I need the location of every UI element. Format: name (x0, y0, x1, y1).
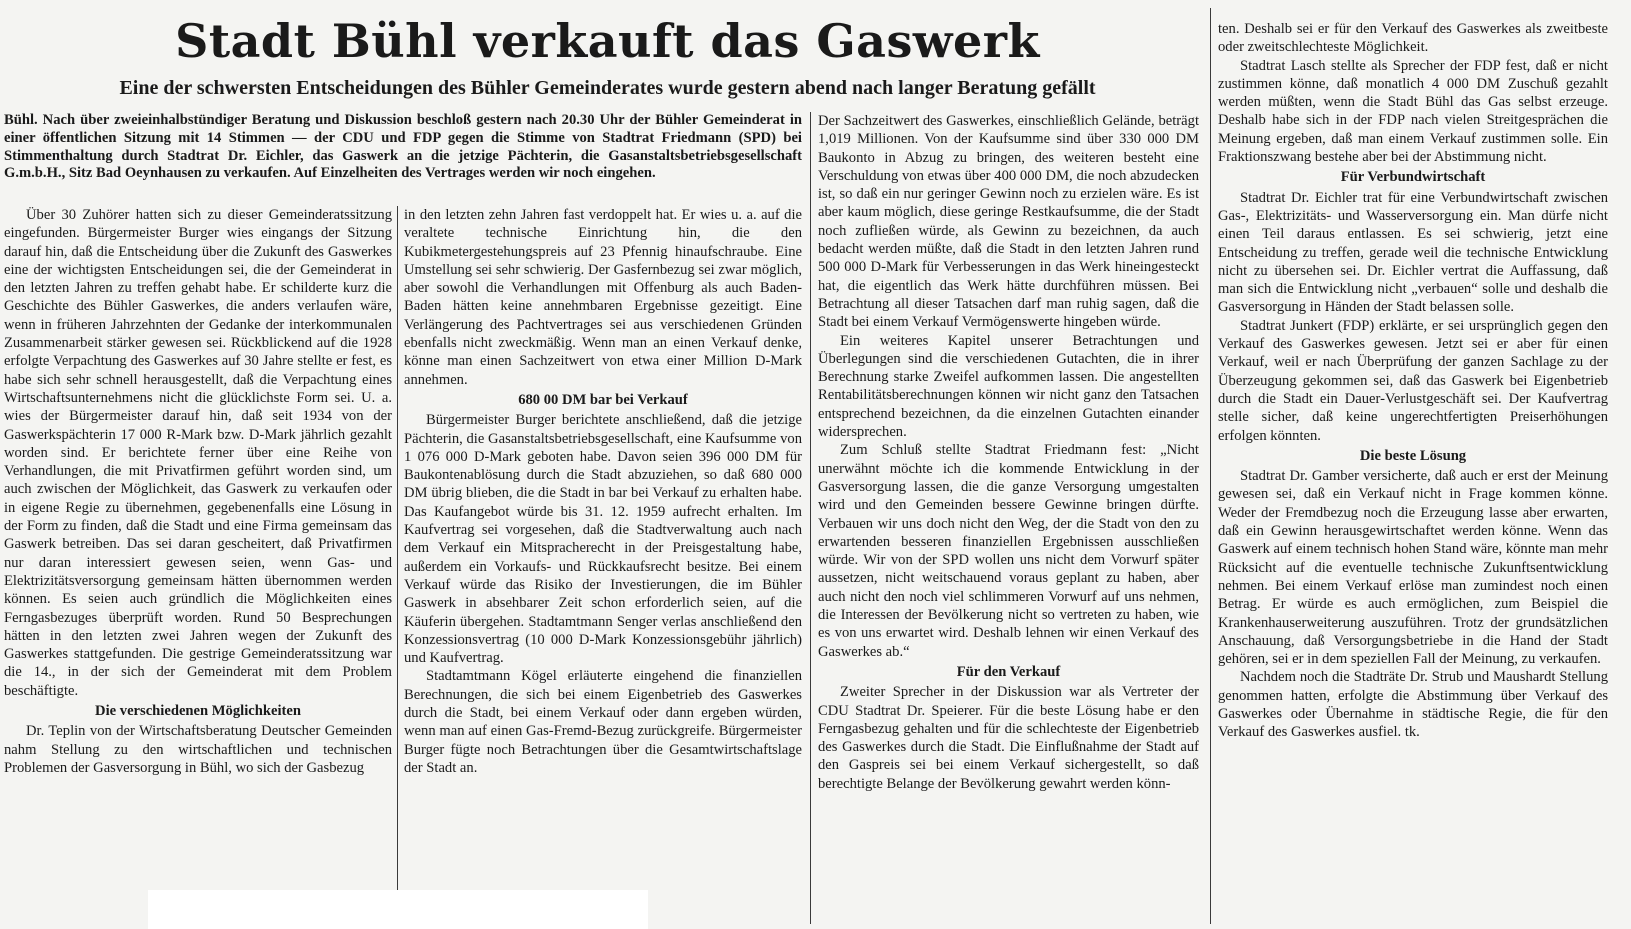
column-1 (4, 206, 392, 924)
paragraph: Über 30 Zuhörer hatten sich zu dieser Gemeinderatssitzung eingefunden. Bürgermeister Burger wies eingangs der Sitzung darauf hin, daß die Entscheidung über die Zukunft des Gaswerkes eine der wichtigsten Entscheidungen sei, die der Gemeinderat in den letzten Jahren zu treffen gehabt habe. Er schilderte kurz die Geschichte des Bühler Gaswerkes, die anders verlaufen wäre, wenn in früheren Jahrzehnten der Gedanke der interkommunalen Zusammenarbeit stärker gewesen sei. Rückblickend auf die 1928 erfolgte Verpachtung des Gaswerkes auf 30 Jahre stellte er fest, es habe sich sehr schnell herausgestellt, daß die Verpachtung eines Wirtschaftsunternehmens nicht die glücklichste Form sei. U. a. wies der Bürgermeister darauf hin, daß seit 1934 von der Gaswerkspächterin 17 000 R-Mark bzw. D-Mark jährlich gezahlt worden sind. Er berichtete ferner über eine Reihe von Verhandlungen, die mit Privatfirmen geführt worden sind, um auch zwischen der Möglichkeit, das Gaswerk zu verkaufen oder in eigene Regie zu übernehmen, gegebenenfalls eine Lösung in der Form zu finden, daß die Stadt und eine Firma gemeinsam das Gaswerk betreiben. Das sei daran gescheitert, daß Privatfirmen nur daran interessiert gewesen seien, wenn Gas- und Elektrizitätsversorgung gemeinsam hätten übernommen werden können. Es seien auch gründlich die Möglichkeiten eines Ferngasbezuges überprüft worden. Rund 50 Besprechungen hätten in den letzten zwei Jahren wegen der Zukunft des Gaswerkes stattgefunden. Die gestrige Gemeinderatssitzung war die 14., in der sich der Gemeinderat mit dem Problem beschäftigte. (4, 207, 392, 699)
paragraph: Ein weiteres Kapitel unserer Betrachtungen und Überlegungen sind die verschiedenen Gutachten, die in ihrer Berechnung starke Zweifel aufkommen lassen. Die angestellten Rentabilitätsberechnungen können wir nicht ganz den Tatsachen entsprechend bezeichnen, da die einzelnen Gutachten einander widersprechen. (818, 332, 1199, 441)
paragraph: Bürgermeister Burger berichtete anschließend, daß die jetzige Pächterin, die Gasanstaltsbetriebsgesellschaft, eine Kaufsumme von 1 076 000 D-Mark geboten habe. Davon seien 396 000 DM für Baukontenablösung durch die Stadt abzuziehen, so daß 680 000 DM übrig blieben, die die Stadt in bar bei Verkauf zu erhalten habe. Das Kaufangebot würde bis 31. 12. 1959 aufrecht erhalten. Im Kaufvertrag sei vorgesehen, daß die Stadtverwaltung auch nach dem Verkauf ein Mitspracherecht in der Preisgestaltung habe, außerdem ein Vorkaufs- und Rückkaufsrecht besitze. Bei einem Verkauf würde das Risiko der Investierungen, die im Bühler Gaswerk in absehbarer Zeit schon erforderlich seien, auf die Käuferin übergehen. Stadtamtmann Senger verlas anschließend den Konzessionsvertrag (10 000 D-Mark Konzessionsgebühr jährlich) und Kaufvertrag. (404, 412, 802, 667)
author-signature: tk. (1404, 724, 1420, 741)
section-heading: Für den Verkauf (956, 663, 1061, 680)
section-heading: Für Verbundwirtschaft (1340, 169, 1486, 186)
column-rule (810, 112, 811, 924)
section-heading: 680 00 DM bar bei Verkauf (518, 391, 688, 408)
paragraph: Zweiter Sprecher in der Diskussion war als Vertreter der CDU Stadtrat Dr. Speierer. Für die beste Lösung habe er den Ferngasbezug gehalten und für die schlechteste der Eigenbetrieb des Gaswerkes durch die Stadt. Die Einflußnahme der Stadt auf den Gaspreis sei bei einem Verkauf sichergestellt, so daß berechtigte Belange der Bevölkerung gewahrt werden könn- (818, 684, 1199, 792)
paragraph: Stadtrat Dr. Eichler trat für eine Verbundwirtschaft zwischen Gas-, Elektrizitäts- und Wasserversorgung ein. Man dürfe nicht einen Teil daraus entlassen. Es sei schwierig, jetzt eine Entscheidung zu treffen, gerade weil die technische Entwicklung nicht zu übersehen sei. Dr. Eichler vertrat die Auffassung, daß man sich die Entwicklung nicht „verbauen“ solle und deshalb die Gasversorgung in Händen der Stadt belassen solle. (1218, 189, 1608, 316)
paragraph: in den letzten zehn Jahren fast verdoppelt hat. Er wies u. a. auf die veraltete technische Einrichtung hin, die den Kubikmetergestehungspreis auf 23 Pfennig hinaufschraube. Eine Umstellung sei sehr schwierig. Der Gasfernbezug sei zwar möglich, aber sowohl die Verhandlungen mit Offenburg als auch Baden-Baden hätten keine annehmbaren Ergebnisse gezeitigt. Eine Verlängerung des Pachtvertrages sei aus verschiedenen Gründen ebenfalls nicht zweckmäßig. Wenn man an einen Verkauf denke, könne man einen Sachzeitwert von etwa einer Million D-Mark annehmen. (404, 207, 802, 388)
paragraph: Stadtrat Dr. Gamber versicherte, daß auch er erst der Meinung gewesen sei, daß ein Verkauf nicht in Frage kommen könne. Weder der Fremdbezug noch die Erzeugung lasse aber erwarten, daß ein Gewinn herausgewirtschaftet werden könne. Wenn das Gaswerk auf einem technisch hohen Stand wäre, könnte man mehr Rücksicht auf die eventuelle technische Zukunftsentwicklung nehmen. Bei einem Verkauf erlöse man zumindest noch einen Betrag. Er würde es auch ermöglichen, zum Beispiel die Krankenhauserweiterung auszuführen. Trotz der grundsätzlichen Anschauung, daß Versorgungsbetriebe in die Hand der Stadt gehören, sei er in dem speziellen Fall der Meinung, zu verkaufen. (1218, 468, 1608, 668)
lead-paragraph: Bühl. Nach über zweieinhalbstündiger Beratung und Diskussion beschloß gestern nach 20.30 Uhr der Bühler Gemeinderat in einer öffentlichen Sitzung mit 14 Stimmen — der CDU und FDP gegen die Stimme von Stadtrat Friedmann (SPD) bei Stimmenthaltung durch Stadtrat Dr. Eichler, das Gaswerk an die jetzige Pächterin, die Gasanstaltsbetriebsgesellschaft G.m.b.H., Sitz Bad Oeynhausen zu verkaufen. Auf Einzelheiten des Vertrages werden wir noch eingehen. (4, 112, 802, 182)
column-rule (1210, 8, 1211, 924)
paragraph: Dr. Teplin von der Wirtschaftsberatung Deutscher Gemeinden nahm Stellung zu den wirtschaftlichen und technischen Problemen der Gasversorgung in Bühl, wo sich der Gasbezug (4, 723, 392, 776)
paragraph: Stadtamtmann Kögel erläuterte eingehend die finanziellen Berechnungen, die sich bei einem Eigenbetrieb des Gaswerkes durch die Stadt, bei einem Verkauf oder dann ergeben würden, wenn man auf einen Gas-Fremd-Bezug zurückgreife. Bürgermeister Burger fügte noch Betrachtungen über die Gesamtwirtschaftslage der Stadt an. (404, 668, 802, 776)
paragraph: Der Sachzeitwert des Gaswerkes, einschließlich Gelände, beträgt 1,019 Millionen. Von der Kaufsumme sind über 330 000 DM Baukonto in Abzug zu bringen, des weiteren besteht eine Verschuldung von etwas über 400 000 DM, die noch abzudecken ist, so daß ein nur geringer Gewinn noch zu erzielen wäre. Es ist aber kaum möglich, diese geringe Restkaufsumme, die der Stadt noch zufließen würde, als Gewinn zu bezeichnen, da auch bedacht werden müßte, daß die Stadt in den letzten Jahren rund 500 000 D-Mark für Verbesserungen in das Werk hineingesteckt hat, die eigentlich das Werk hätte durchführen müssen. Bei Betrachtung all dieser Tatsachen darf man ruhig sagen, daß die Stadt bei einem Verkauf Vermögenswerte hingeben würde. (818, 113, 1199, 331)
section-heading: Die beste Lösung (1359, 447, 1467, 464)
paragraph: Stadtrat Junkert (FDP) erklärte, er sei ursprünglich gegen den Verkauf des Gaswerkes gewesen. Jetzt sei er aber für einen Verkauf, weil er nach Überprüfung der ganzen Sachlage zu der Überzeugung gekommen sei, daß das Gaswerk bei Eigenbetrieb durch die Stadt ein Dauer-Verlustgeschäft sei. Der Kaufvertrag stelle sicher, daß keine ungerechtfertigten Preiserhöhungen erfolgen könnten. (1218, 317, 1608, 444)
paragraph: Zum Schluß stellte Stadtrat Friedmann fest: „Nicht unerwähnt möchte ich die kommende Entwicklung in der Gasversorgung lassen, die die ganze Versorgung umgestalten wird und den Gemeinden bessere Gewinne bringen dürfte. Verbauen wir uns doch nicht den Weg, der die Stadt von den zu erwartenden besseren finanziellen Ergebnissen ausschließen würde. Wir von der SPD wollen uns nicht dem Vorwurf später aussetzen, nicht weitschauend voraus geplant zu haben, aber auch nicht den noch viel schlimmeren Vorwurf auf uns nehmen, die Interessen der Bevölkerung nicht so vertreten zu haben, wie es von uns erwartet wird. Deshalb lehnen wir einen Verkauf des Gaswerkes ab.“ (818, 442, 1199, 660)
column-4 (1218, 20, 1608, 924)
paragraph (1218, 668, 1608, 741)
column-2 (404, 206, 802, 924)
subheadline: Eine der schwersten Entscheidungen des Bühler Gemeinderates wurde gestern abend nach langer Beratung gefällt (119, 77, 1096, 99)
paragraph: Stadtrat Lasch stellte als Sprecher der FDP fest, daß er nicht zustimmen könne, daß monatlich 4 000 DM Zuschuß gezahlt werden müßten, wenn die Stadt Bühl das Gas selbst erzeuge. Deshalb habe sich in der FDP nach vielen Streitgesprächen die Meinung ergeben, daß man einem Verkauf zustimmen solle. Ein Fraktionszwang bestehe aber bei der Abstimmung nicht. (1218, 57, 1608, 166)
paragraph: ten. Deshalb sei er für den Verkauf des Gaswerkes als zweitbeste oder zweitschlechteste Möglichkeit. (1218, 21, 1608, 56)
headline: Stadt Bühl verkauft das Gaswerk (175, 14, 1040, 68)
column-3 (818, 112, 1199, 924)
paragraph-text: Nachdem noch die Stadträte Dr. Strub und Maushardt Stellung genommen hatten, erfolgte die Abstimmung über Verkauf des Gaswerkes oder Übernahme in städtische Regie, die für den Verkauf des Gaswerkes ausfiel. (1218, 669, 1608, 741)
blank-area (148, 890, 648, 929)
column-rule (397, 206, 398, 924)
section-heading: Die verschiedenen Möglichkeiten (95, 703, 301, 720)
